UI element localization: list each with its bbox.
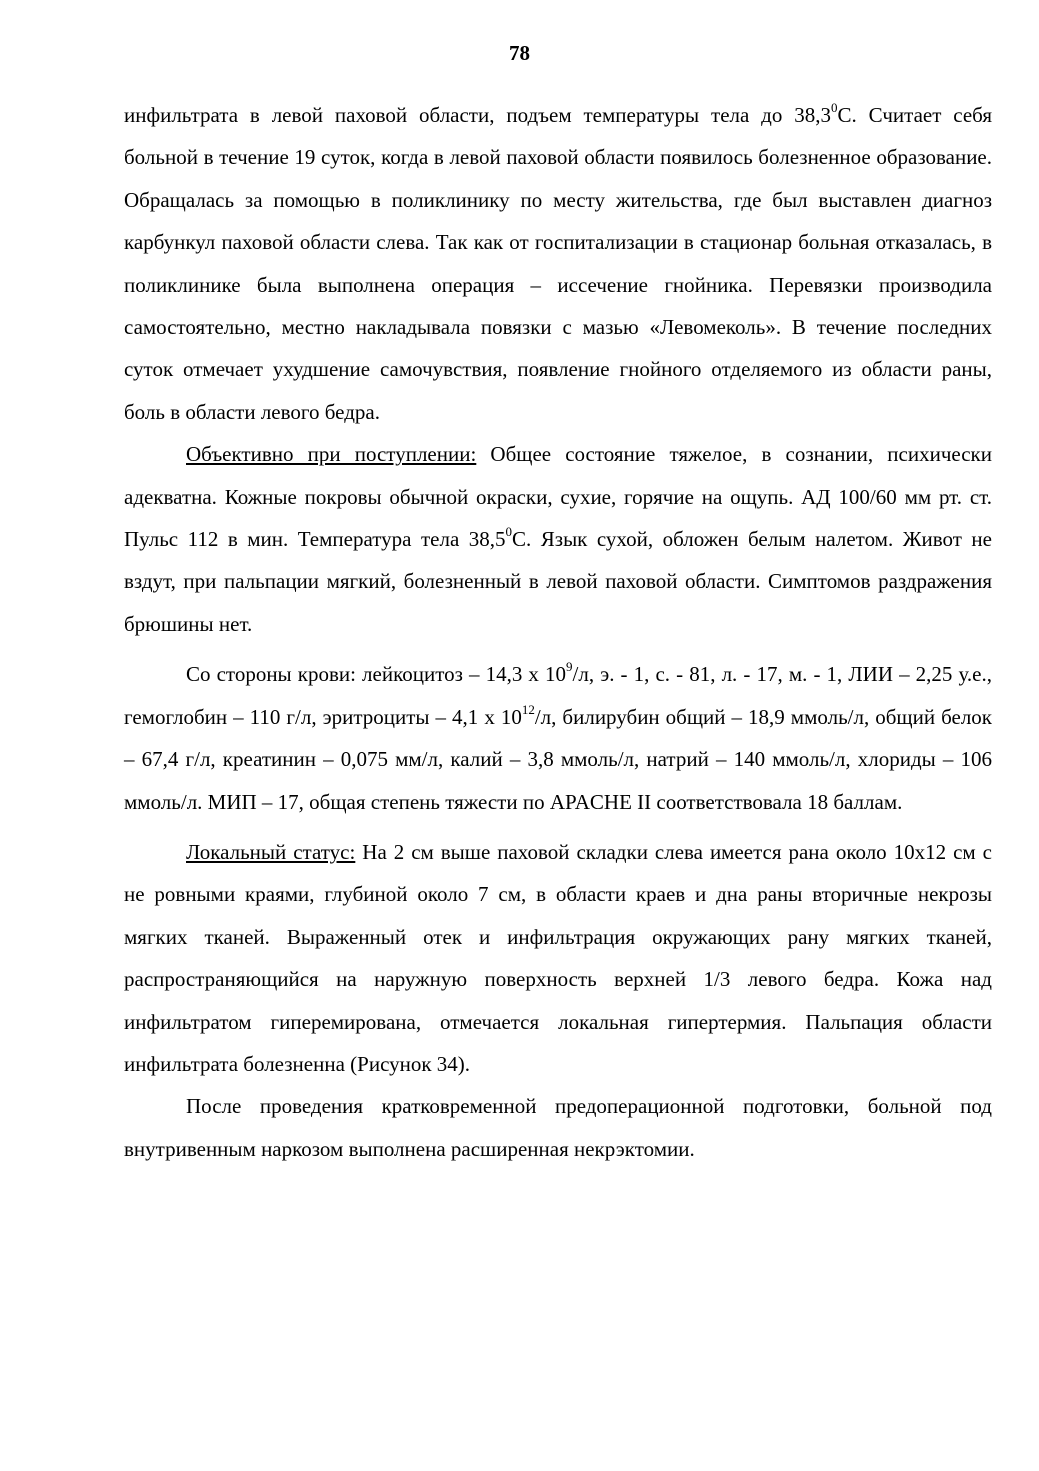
blood-tests-text-3: /л, билирубин общий – 18,9 ммоль/л, общий белок – 67,4 г/л, креатинин – 0,075 мм/л, калий – 3,8 ммоль/л, натрий – 140 ммоль/л, хлориды – 106 ммоль/л. МИП – 17, общая степень тяжести по APACHE II соответствовала 18 баллам.: [124, 704, 992, 814]
page-number: 78: [509, 41, 530, 65]
degree-superscript: 0: [831, 100, 838, 115]
exponent-superscript: 12: [521, 701, 535, 717]
objective-status-heading: Объективно при поступлении:: [186, 442, 477, 467]
local-status-text: На 2 см выше паховой складки слева имеется рана около 10х12 см с не ровными краями, глубиной около 7 см, в области краев и дна раны вторичные некрозы мягких тканей. Выраженный отек и инфильтрация окружающих рану мягких тканей, распространяющийся на наружную поверхность верхней 1/3 левого бедра. Кожа над инфильтратом гиперемирована, отмечается локальная гипертермия. Пальпация области инфильтрата болезненна (Рисунок 34).: [124, 839, 992, 1076]
objective-status-text-start: Общее состояние тяжелое, в сознании, психически адекватна. Кожные покровы обычной окраски, сухие, горячие на ощупь. АД 100/60 мм рт. ст. Пульс 112 в мин. Температура тела 38,5: [124, 442, 992, 552]
anamnesis-text-start: инфильтрата в левой паховой области, подъем температуры тела до 38,3: [124, 103, 831, 127]
paragraph-surgery: [124, 1085, 992, 1170]
paragraph-anamnesis: [124, 94, 992, 433]
degree-superscript: 0: [505, 524, 513, 540]
paragraph-blood-tests: [124, 653, 992, 823]
document-body: [124, 94, 992, 1170]
anamnesis-text-end: С. Считает себя больной в течение 19 суток, когда в левой паховой области появилось болезненное образование. Обращалась за помощью в поликлинику по месту жительства, где был выставлен диагноз карбункул паховой области слева. Так как от госпитализации в стационар больная отказалась, в поликлинике была выполнена операция – иссечение гнойника. Перевязки производила самостоятельно, местно накладывала повязки с мазью «Левомеколь». В течение последних суток отмечает ухудшение самочувствия, появление гнойного отделяемого из области раны, боль в области левого бедра.: [124, 103, 993, 424]
blood-tests-text-1: Со стороны крови: лейкоцитоз – 14,3 х 10: [186, 662, 567, 687]
objective-status-text-end: С. Язык сухой, обложен белым налетом. Живот не вздут, при пальпации мягкий, болезненный в левой паховой области. Симптомов раздражения брюшины нет.: [124, 527, 992, 636]
surgery-text: После проведения кратковременной предоперационной подготовки, больной под внутривенным наркозом выполнена расширенная некрэктомии.: [124, 1094, 992, 1161]
blood-tests-text-2: /л, э. - 1, с. - 81, л. - 17, м. - 1, ЛИИ – 2,25 у.е., гемоглобин – 110 г/л, эритроциты – 4,1 х 10: [124, 662, 992, 729]
paragraph-local-status: [124, 831, 992, 1085]
local-status-heading: Локальный статус:: [186, 839, 356, 864]
paragraph-objective-status: [124, 433, 992, 645]
exponent-superscript: 9: [566, 659, 573, 675]
